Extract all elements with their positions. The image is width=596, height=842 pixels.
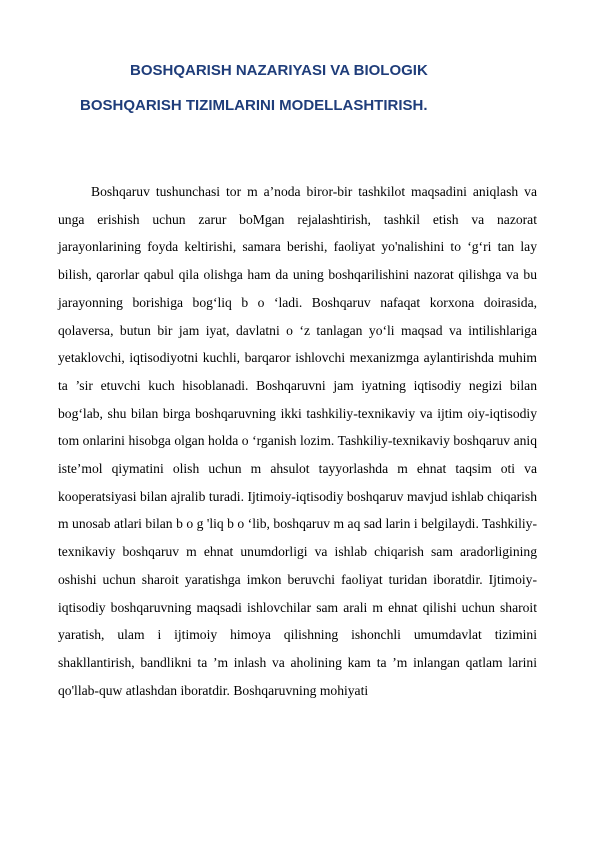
body-paragraph: Boshqaruv tushunchasi tor m a’noda biror-bir tashkilot maqsadini aniqlash va unga erishish uchun zarur boMgan rejalashtirish, tashkil etish va nazorat jarayonlarining foyda keltirishi, samara berishi, faoliyat yo'nalishini to ‘g‘ri tan lay bilish, qarorlar qabul qila olishga ham da uning boshqarilishini nazorat qilishga va bu jarayonning borishiga bog‘liq b o ‘ladi. Boshqaruv nafaqat korxona doirasida, qolaversa, butun bir jam iyat, davlatni o ‘z tanlagan yo‘li maqsad va intilishlariga yetaklovchi, iqtisodiyotni kuchli, barqaror ishlovchi mexanizmga aylantirishda muhim ta ’sir etuvchi kuch hisoblanadi. Boshqaruvni jam iyatning iqtisodiy negizi bilan bog‘lab, shu bilan birga boshqaruvning ikki tashkiliy-texnikaviy va ijtim oiy-iqtisodiy tom onlarini hisobga olgan holda o ‘rganish lozim. Tashkiliy-texnikaviy boshqaruv aniq iste’mol qiymatini olish uchun m ahsulot tayyorlashda m ehnat taqsim oti va kooperatsiyasi bilan ajralib turadi. Ijtimoiy-iqtisodiy boshqaruv mavjud ishlab chiqarish m unosab atlari bilan b o g 'liq b o ‘lib, boshqaruv m aq sad larin i belgilaydi. Tashkiliy-texnikaviy boshqaruv m ehnat unumdorligi va ishlab chiqarish sam aradorligining oshishi uchun sharoit yaratishga imkon beruvchi faoliyat turidan iboratdir. Ijtimoiy-iqtisodiy boshqaruvning maqsadi ishlovchilar sam arali m ehnat qilishi uchun sharoit yaratish, ulam i ijtimoiy himoya qilishning ishonchli umumdavlat tizimini shakllantirish, bandlikni ta ’m inlash va aholining kam ta ’m inlangan qatlam larini qo'llab-quw atlashdan iboratdir. Boshqaruvning mohiyati	[58, 184, 537, 698]
document-title-line-1: BOSHQARISH NAZARIYASI VA BIOLOGIK	[130, 62, 428, 79]
document-title-line-2: BOSHQARISH TIZIMLARINI MODELLASHTIRISH.	[80, 97, 428, 114]
